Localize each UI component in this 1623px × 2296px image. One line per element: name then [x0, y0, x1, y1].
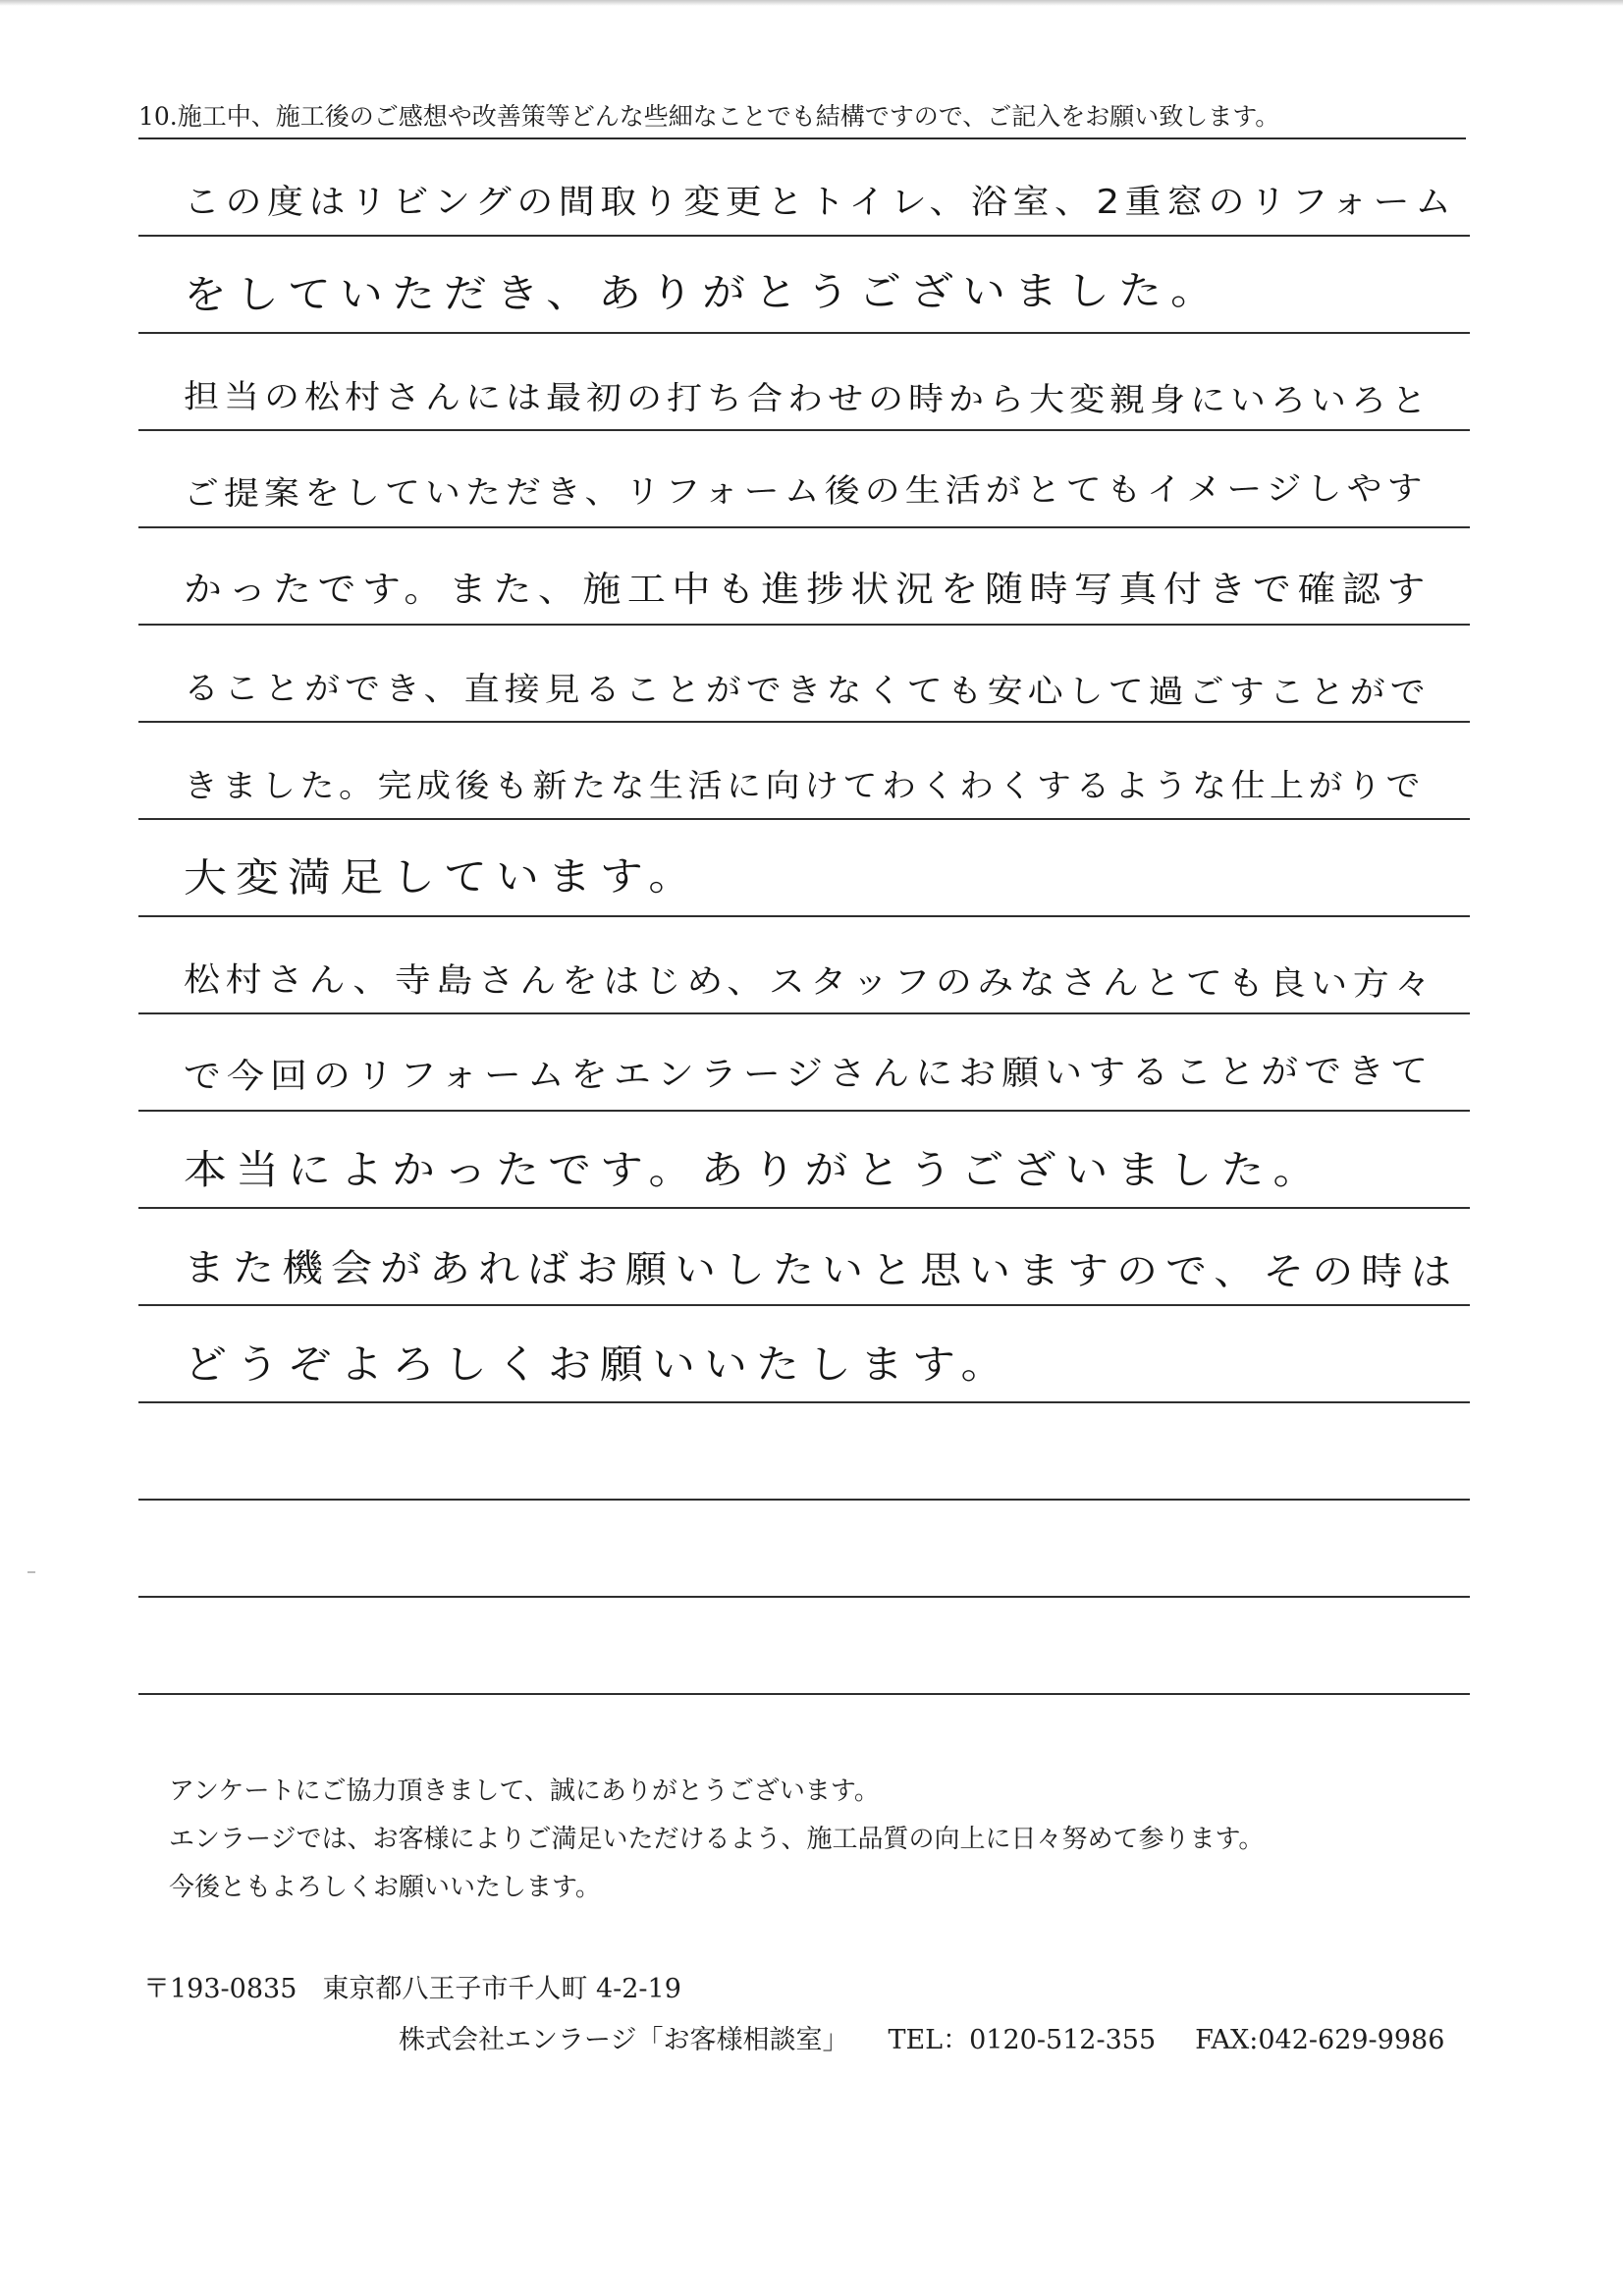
answer-line	[138, 1209, 1470, 1306]
scan-speck	[27, 1571, 35, 1573]
answer-line	[138, 917, 1470, 1014]
telephone-number: TEL：0120-512-355	[888, 2025, 1157, 2055]
answer-line	[138, 1403, 1470, 1501]
handwritten-text: ご提案をしていただき、リフォーム後の生活がとてもイメージしやす	[183, 469, 1428, 514]
handwritten-text: この度はリビングの間取り変更とトイレ、浴室、2重窓のリフォーム	[184, 182, 1457, 222]
answer-line	[138, 528, 1470, 626]
handwritten-text: どうぞよろしくお願いいたします。	[184, 1341, 1013, 1389]
answer-line	[138, 1306, 1470, 1403]
handwritten-text: 本当によかったです。ありがとうございました。	[184, 1147, 1325, 1194]
fax-number: FAX:042-629-9986	[1195, 2025, 1445, 2055]
answer-line	[138, 334, 1470, 431]
question-heading: 10.施工中、施工後のご感想や改善策等どんな些細なことでも結構ですので、ご記入をお願い致します。	[138, 102, 1280, 131]
answer-line	[138, 1112, 1470, 1209]
answer-line	[138, 1014, 1470, 1112]
postal-code: 〒193-0835	[143, 1974, 298, 2004]
handwritten-answer-area	[138, 139, 1470, 1695]
answer-line	[138, 1598, 1470, 1695]
street-address: 東京都八王子市千人町 4-2-19	[322, 1974, 681, 2004]
handwritten-text: で今回のリフォームをエンラージさんにお願いすることができて	[183, 1051, 1434, 1097]
handwritten-text: また機会があればお願いしたいと思いますので、その時は	[184, 1245, 1460, 1294]
handwritten-text: 松村さん、寺島さんをはじめ、スタッフのみなさんとても良い方々	[184, 959, 1436, 1004]
handwritten-text: 担当の松村さんには最初の打ち合わせの時から大変親身にいろいろと	[184, 378, 1433, 420]
answer-line	[138, 431, 1470, 528]
handwritten-text: 大変満足しています。	[183, 852, 701, 902]
company-name: 株式会社エンラージ「お客様相談室」	[399, 2025, 849, 2055]
handwritten-text: ることができ、直接見ることができなくても安心して過ごすことがで	[184, 670, 1431, 712]
closing-message	[169, 1768, 1264, 1912]
answer-line	[138, 723, 1470, 820]
answer-line	[138, 139, 1470, 237]
handwritten-text: かったです。また、施工中も進捗状況を随時写真付きで確認す	[184, 569, 1432, 611]
company-contact	[399, 2018, 1444, 2056]
answer-line	[138, 626, 1470, 723]
handwritten-text: きました。完成後も新たな生活に向けてわくわくするような仕上がりで	[184, 768, 1426, 805]
answer-line	[138, 1501, 1470, 1598]
scan-edge-shadow	[0, 0, 1623, 6]
answer-line	[138, 820, 1470, 917]
address-block	[143, 1967, 681, 2005]
closing-line: アンケートにご協力頂きまして、誠にありがとうございます。	[169, 1777, 880, 1806]
answer-line	[138, 237, 1470, 334]
handwritten-text: をしていただき、ありがとうございました。	[183, 267, 1223, 319]
closing-line: 今後ともよろしくお願いいたします。	[169, 1873, 601, 1902]
closing-line: エンラージでは、お客様によりご満足いただけるよう、施工品質の向上に日々努めて参ります。	[169, 1825, 1265, 1854]
